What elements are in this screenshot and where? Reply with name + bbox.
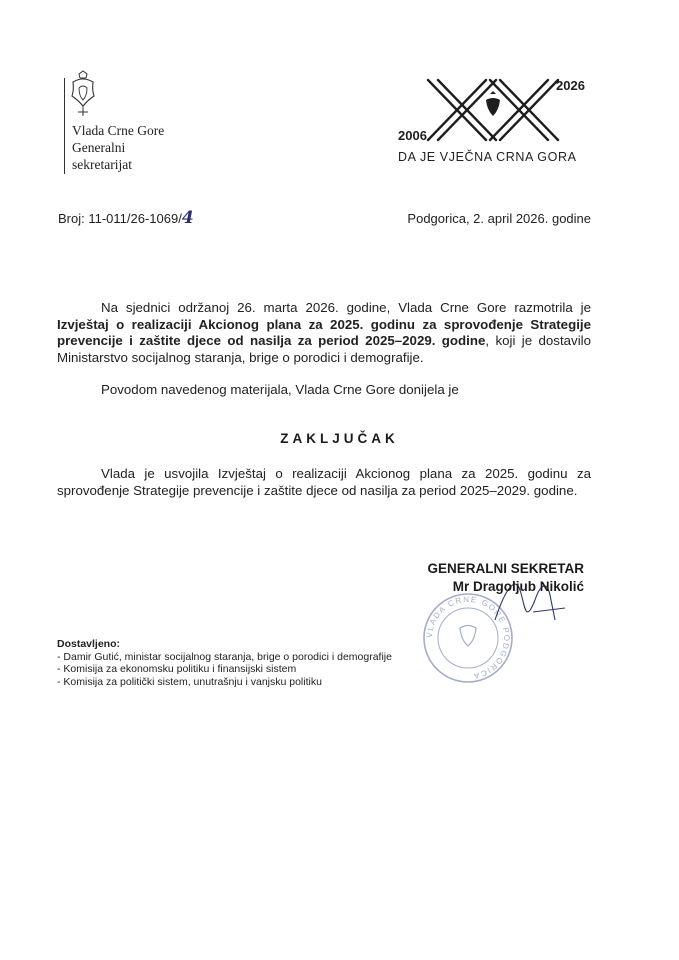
signer-block (427, 560, 584, 596)
distribution-title: Dostavljeno: (57, 638, 121, 650)
paragraph-adopted (57, 382, 591, 399)
logo-year-end: 2026 (556, 78, 585, 93)
org-line-3: sekretarijat (72, 157, 132, 172)
paragraph-intro-lead: Na sjednici održanoj 26. marta 2026. godine, Vlada Crne Gore razmotrila je (101, 300, 591, 315)
signer-title: GENERALNI SEKRETAR (427, 561, 584, 576)
paragraph-intro-bold: Izvještaj o realizaciji Akcionog plana za 2025. godinu za sprovođenje Strategije prevencije i zaštite djece od nasilja za period 2025–2029. godine (57, 316, 591, 349)
logo-slogan: DA JE VJEČNA CRNA GORA (398, 150, 577, 164)
document-date: Podgorica, 2. april 2026. godine (407, 211, 591, 226)
conclusion-heading: ZAKLJUČAK (280, 431, 399, 446)
paragraph-intro (57, 300, 591, 366)
stamp-text: VLADA CRNE GORE PODGORICA (424, 594, 512, 681)
org-line-2: Generalni (72, 140, 126, 155)
document-number-handwritten: 4 (181, 208, 194, 228)
org-line-1: Vlada Crne Gore (72, 123, 165, 138)
paragraph-conclusion-text: Vlada je usvojila Izvještaj o realizaciji Akcionog plana za 2025. godinu za sprovođenje Strategije prevencije i zaštite djece od nasilja za period 2025–2029. godine. (57, 466, 591, 498)
distribution-list (57, 638, 392, 688)
distribution-item: - Komisija za ekonomsku politiku i finansijski sistem (57, 663, 297, 675)
logo-year-start: 2006 (398, 128, 427, 143)
paragraph-adopted-text: Povodom navedenog materijala, Vlada Crne Gore donijela je (101, 382, 459, 397)
document-number-text: Broj: 11-011/26-1069/ (58, 211, 182, 226)
document-number (58, 208, 194, 228)
coat-of-arms-icon (70, 70, 96, 120)
paragraph-conclusion (57, 466, 591, 499)
logo-crest-icon (486, 91, 500, 116)
signer-name: Mr Dragoljub Nikolić (452, 579, 584, 594)
jubilee-logo (398, 74, 588, 144)
paragraph-intro-tail: , koji je dostavilo Ministarstvo socijalnog staranja, brige o porodici i demografije. (57, 333, 591, 365)
distribution-item: - Damir Gutić, ministar socijalnog staranja, brige o porodici i demografije (57, 650, 392, 663)
organization-name (72, 122, 164, 173)
header-divider (64, 78, 65, 174)
distribution-item: - Komisija za politički sistem, unutrašnju i vanjsku politiku (57, 675, 322, 688)
